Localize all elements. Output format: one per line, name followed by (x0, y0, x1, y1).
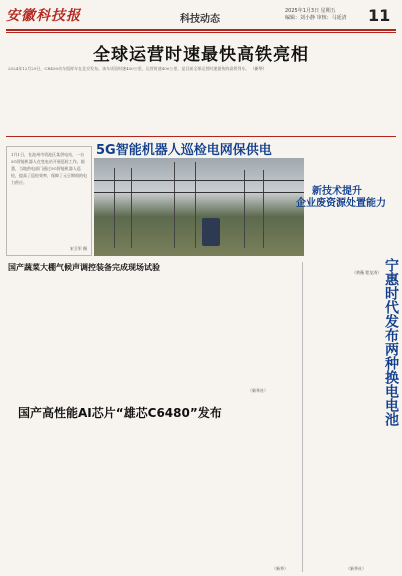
robot-headline: 5G智能机器人巡检电网保供电 (96, 143, 272, 158)
header-rule (6, 29, 396, 31)
robot-caption: 1月1日，在池州市贵池区某供电站，一台5G智能机器人在变电站开展巡检工作。据悉，当地供电部门通过5G智能机器人巡检，提高了巡检效率，保障了元旦期间的电力供应。 (11, 152, 87, 185)
section-title: 科技动态 (180, 14, 220, 25)
power-line (94, 192, 304, 193)
header-rule-thin (6, 32, 396, 33)
robot-caption-box (6, 146, 92, 256)
aichip-headline: 国产高性能AI芯片“雄芯C6480”发布 (18, 406, 222, 420)
column-divider (302, 262, 303, 572)
aichip-body (8, 428, 300, 568)
section-divider (6, 136, 396, 137)
power-tower (174, 162, 196, 248)
battery-body (306, 282, 374, 568)
robot-photo-credit: 宋卫军 摄 (69, 246, 87, 251)
lead-headline: 全球运营时速最快高铁亮相 (93, 45, 309, 65)
lead-article-text: 2024年12月29日，CR450动车组样车在北京发布。该车试验时速450公里，运营时速400公里，是目前全球运营时速最快的高铁列车。 (8, 66, 250, 71)
issue-date: 2025年1月3日 星期五 (285, 8, 336, 14)
substation-photo (94, 158, 304, 256)
power-tower (244, 170, 264, 248)
battery-headline: 宁惠时代发布两种换电电池 (383, 258, 399, 426)
power-line (94, 180, 304, 181)
masthead-logo: 安徽科技报 (6, 8, 81, 24)
date-line (285, 8, 370, 22)
greenhouse-body (8, 276, 298, 380)
robot-figure (202, 218, 220, 246)
greenhouse-credit: （新华社） (248, 388, 268, 393)
page-number: 11 (368, 6, 391, 25)
battery-credit: （新华社） (346, 566, 366, 571)
newtech-headline-2: 企业废资源处置能力 (296, 198, 386, 209)
greenhouse-headline: 国产蔬菜大棚气候声调控装备完成现场试验 (8, 263, 160, 272)
editor-line: 编辑：刘小静 审核：马延清 (285, 15, 347, 21)
newtech-headline-1: 新技术提升 (312, 186, 362, 197)
lead-article-body (8, 66, 388, 136)
aichip-credit: （新华） (272, 566, 288, 571)
lead-article-credit: （新华） (250, 66, 267, 71)
newtech-credit: （黄薇 程龙涛） (352, 270, 382, 275)
